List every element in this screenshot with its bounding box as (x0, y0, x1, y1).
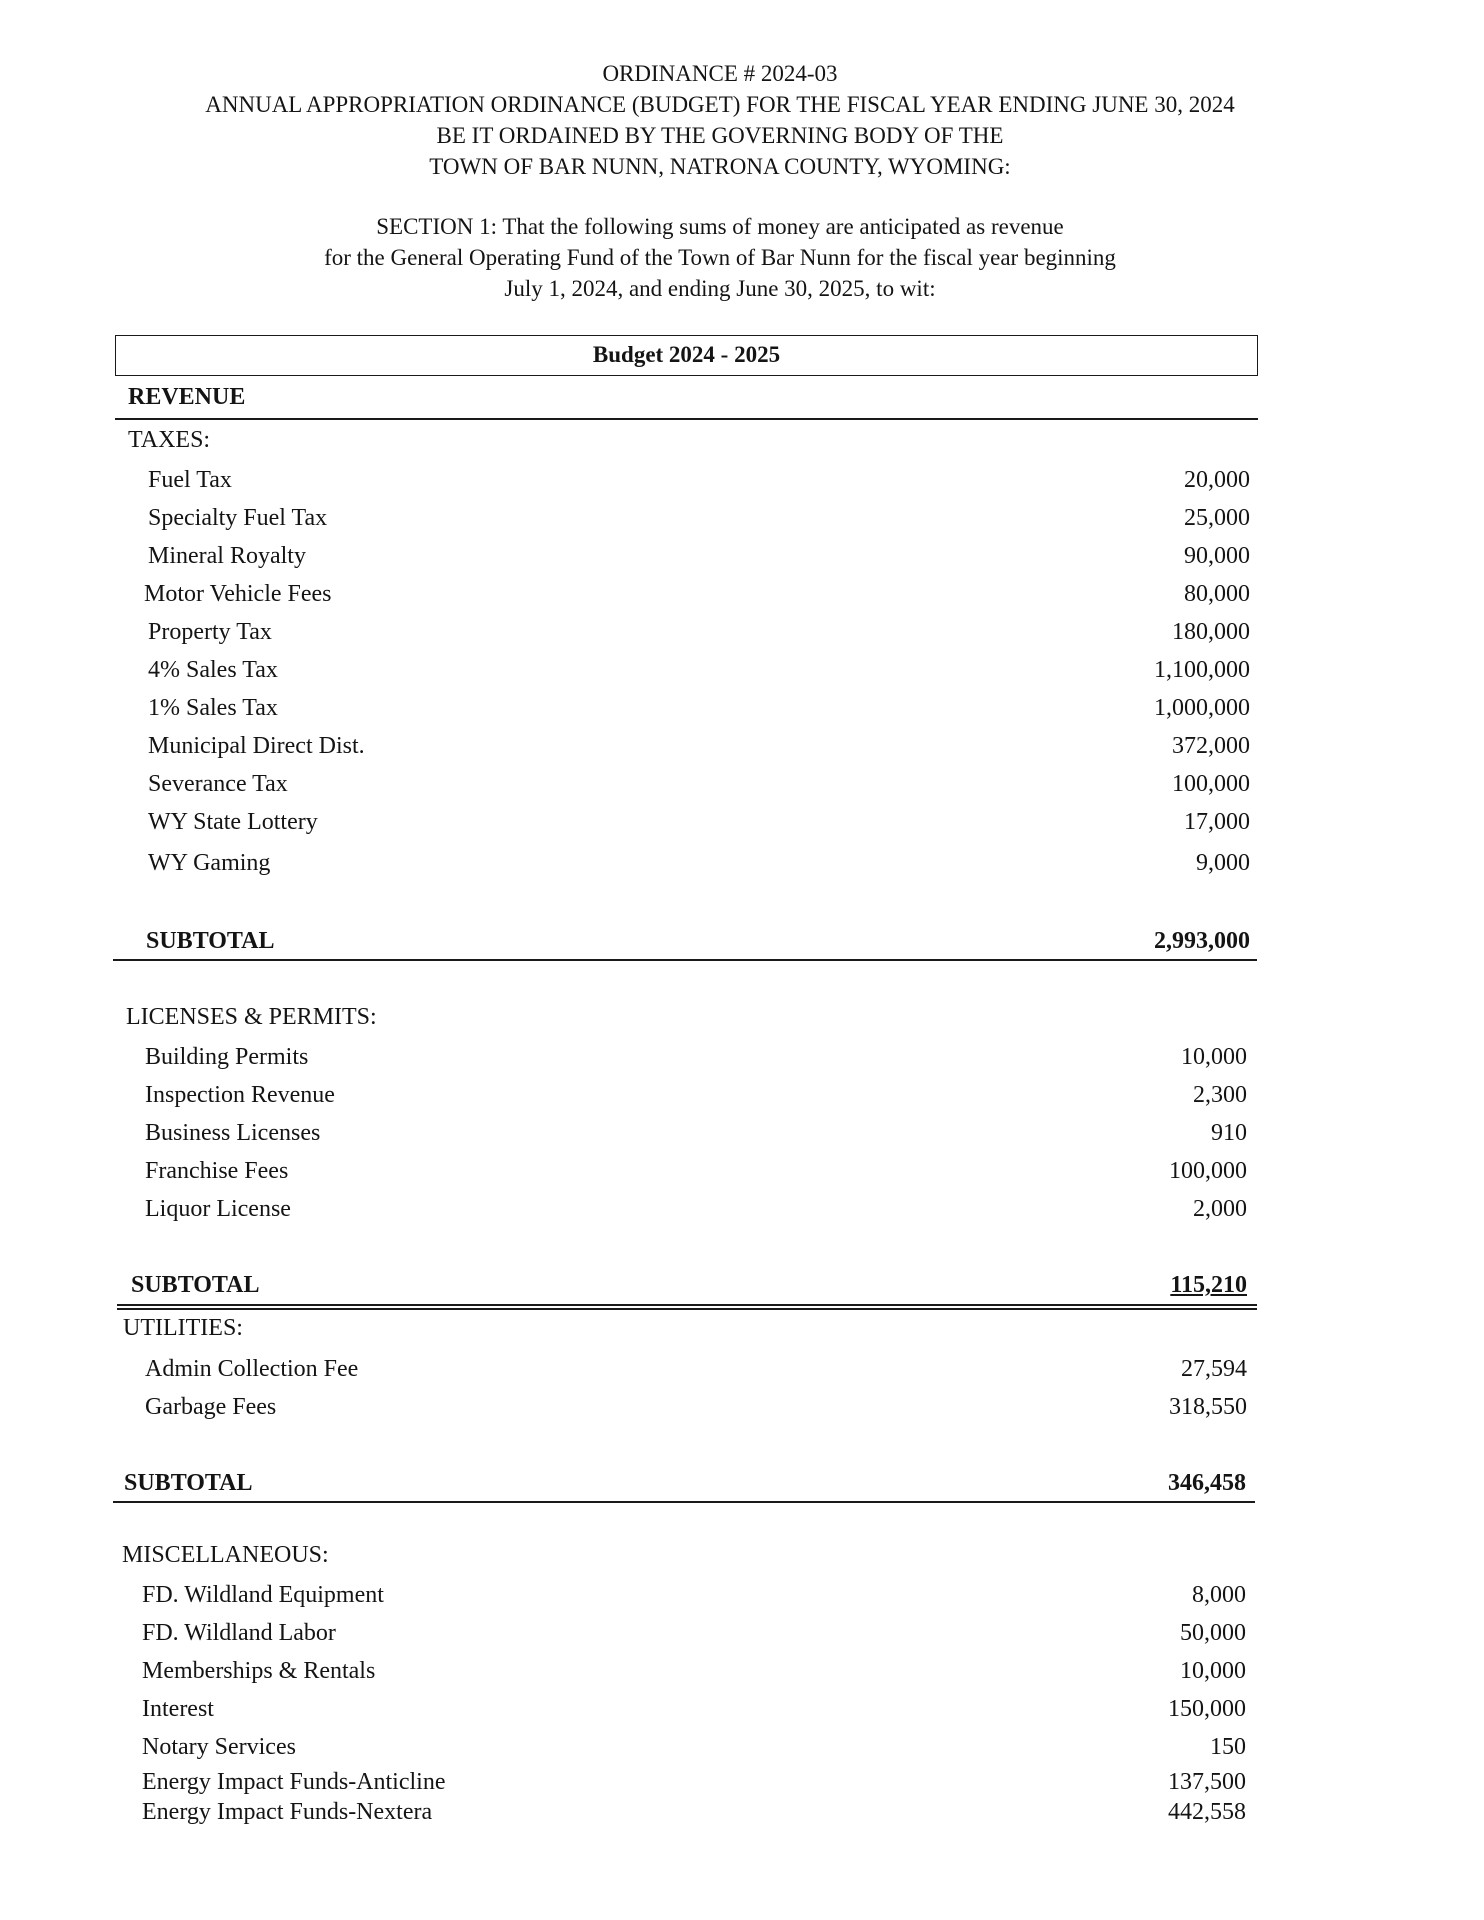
line-item-label: Notary Services (142, 1734, 296, 1760)
licenses-subtotal-rule-bottom (117, 1308, 1257, 1310)
taxes-row (148, 539, 1250, 573)
licenses-subtotal-row (131, 1268, 1247, 1302)
line-item-amount: 2,000 (1193, 1196, 1247, 1222)
line-item-label: Franchise Fees (145, 1158, 289, 1184)
taxes-subtotal-rule (113, 959, 1257, 961)
line-item-amount: 10,000 (1181, 1044, 1247, 1070)
town-line: TOWN OF BAR NUNN, NATRONA COUNTY, WYOMING: (429, 154, 1011, 179)
line-item-label: Municipal Direct Dist. (148, 733, 365, 759)
misc-row (142, 1730, 1246, 1764)
line-item-amount: 442,558 (1168, 1799, 1246, 1825)
utilities-row (145, 1352, 1247, 1386)
licenses-subtotal-rule-top (117, 1304, 1257, 1306)
taxes-row (148, 767, 1250, 801)
utilities-subtotal-rule (113, 1501, 1255, 1503)
line-item-label: Fuel Tax (148, 467, 232, 493)
licenses-row (145, 1154, 1247, 1188)
taxes-row (148, 501, 1250, 535)
misc-row (142, 1654, 1246, 1688)
taxes-row (144, 577, 1250, 611)
line-item-amount: 137,500 (1168, 1769, 1246, 1795)
utilities-subtotal-row (124, 1466, 1246, 1500)
line-item-label: Garbage Fees (145, 1394, 277, 1420)
line-item-amount: 27,594 (1181, 1356, 1247, 1382)
taxes-row (148, 653, 1250, 687)
line-item-label: FD. Wildland Labor (142, 1620, 336, 1646)
taxes-row (148, 729, 1250, 763)
section-line-1: SECTION 1: That the following sums of money are anticipated as revenue (376, 214, 1064, 239)
misc-row (142, 1768, 1246, 1797)
line-item-amount: 180,000 (1172, 619, 1250, 645)
ordinance-number: ORDINANCE # 2024-03 (602, 61, 838, 86)
line-item-label: 4% Sales Tax (148, 657, 278, 683)
revenue-label: REVENUE (128, 384, 246, 410)
licenses-row (145, 1192, 1247, 1226)
subtotal-amount: 115,210 (1170, 1272, 1247, 1298)
line-item-amount: 80,000 (1184, 581, 1250, 607)
section-line-3: July 1, 2024, and ending June 30, 2025, to wit: (504, 276, 936, 301)
misc-row (142, 1692, 1246, 1726)
line-item-label: Severance Tax (148, 771, 288, 797)
line-item-amount: 910 (1211, 1120, 1247, 1146)
line-item-label: Specialty Fuel Tax (148, 505, 328, 531)
taxes-row (148, 805, 1250, 839)
line-item-amount: 50,000 (1180, 1620, 1246, 1646)
budget-column-title: Budget 2024 - 2025 (592, 342, 781, 367)
line-item-label: Energy Impact Funds-Anticline (142, 1769, 446, 1795)
line-item-amount: 25,000 (1184, 505, 1250, 531)
budget-column-header (115, 335, 1258, 376)
line-item-amount: 318,550 (1169, 1394, 1247, 1420)
misc-heading: MISCELLANEOUS: (122, 1542, 329, 1568)
taxes-subtotal-row (146, 924, 1250, 958)
line-item-label: WY State Lottery (148, 809, 318, 835)
line-item-label: Property Tax (148, 619, 272, 645)
subtotal-amount: 346,458 (1168, 1470, 1246, 1496)
line-item-amount: 20,000 (1184, 467, 1250, 493)
utilities-row (145, 1390, 1247, 1424)
line-item-label: Inspection Revenue (145, 1082, 335, 1108)
line-item-amount: 9,000 (1196, 850, 1250, 876)
line-item-amount: 150,000 (1168, 1696, 1246, 1722)
licenses-heading: LICENSES & PERMITS: (126, 1004, 377, 1030)
line-item-label: Motor Vehicle Fees (144, 581, 332, 607)
section-line-2: for the General Operating Fund of the Town of Bar Nunn for the fiscal year beginning (324, 245, 1116, 270)
line-item-amount: 372,000 (1172, 733, 1250, 759)
licenses-row (145, 1078, 1247, 1112)
taxes-row (148, 691, 1250, 725)
line-item-label: Business Licenses (145, 1120, 321, 1146)
taxes-row (148, 846, 1250, 880)
taxes-heading: TAXES: (128, 427, 211, 453)
subtotal-amount: 2,993,000 (1154, 928, 1250, 954)
line-item-amount: 100,000 (1172, 771, 1250, 797)
licenses-row (145, 1116, 1247, 1150)
line-item-label: Liquor License (145, 1196, 291, 1222)
misc-row (142, 1798, 1246, 1827)
line-item-amount: 17,000 (1184, 809, 1250, 835)
misc-row (142, 1616, 1246, 1650)
line-item-label: Energy Impact Funds-Nextera (142, 1799, 433, 1825)
line-item-label: Building Permits (145, 1044, 309, 1070)
line-item-label: Interest (142, 1696, 214, 1722)
line-item-amount: 10,000 (1180, 1658, 1246, 1684)
misc-row (142, 1578, 1246, 1612)
subtotal-label: SUBTOTAL (146, 928, 275, 954)
utilities-heading: UTILITIES: (123, 1315, 243, 1341)
line-item-label: FD. Wildland Equipment (142, 1582, 384, 1608)
ordained-line: BE IT ORDAINED BY THE GOVERNING BODY OF THE (436, 123, 1004, 148)
subtotal-label: SUBTOTAL (131, 1272, 260, 1298)
line-item-label: 1% Sales Tax (148, 695, 278, 721)
line-item-amount: 100,000 (1169, 1158, 1247, 1184)
line-item-label: WY Gaming (148, 850, 271, 876)
subtotal-label: SUBTOTAL (124, 1470, 253, 1496)
line-item-amount: 2,300 (1193, 1082, 1247, 1108)
taxes-row (148, 463, 1250, 497)
line-item-label: Admin Collection Fee (145, 1356, 359, 1382)
line-item-amount: 1,000,000 (1154, 695, 1250, 721)
ordinance-title: ANNUAL APPROPRIATION ORDINANCE (BUDGET) FOR THE FISCAL YEAR ENDING JUNE 30, 2024 (205, 92, 1235, 117)
revenue-divider (115, 418, 1258, 420)
line-item-amount: 1,100,000 (1154, 657, 1250, 683)
line-item-amount: 8,000 (1192, 1582, 1246, 1608)
line-item-label: Mineral Royalty (148, 543, 306, 569)
line-item-amount: 150 (1210, 1734, 1246, 1760)
line-item-label: Memberships & Rentals (142, 1658, 376, 1684)
taxes-row (148, 615, 1250, 649)
licenses-row (145, 1040, 1247, 1074)
line-item-amount: 90,000 (1184, 543, 1250, 569)
